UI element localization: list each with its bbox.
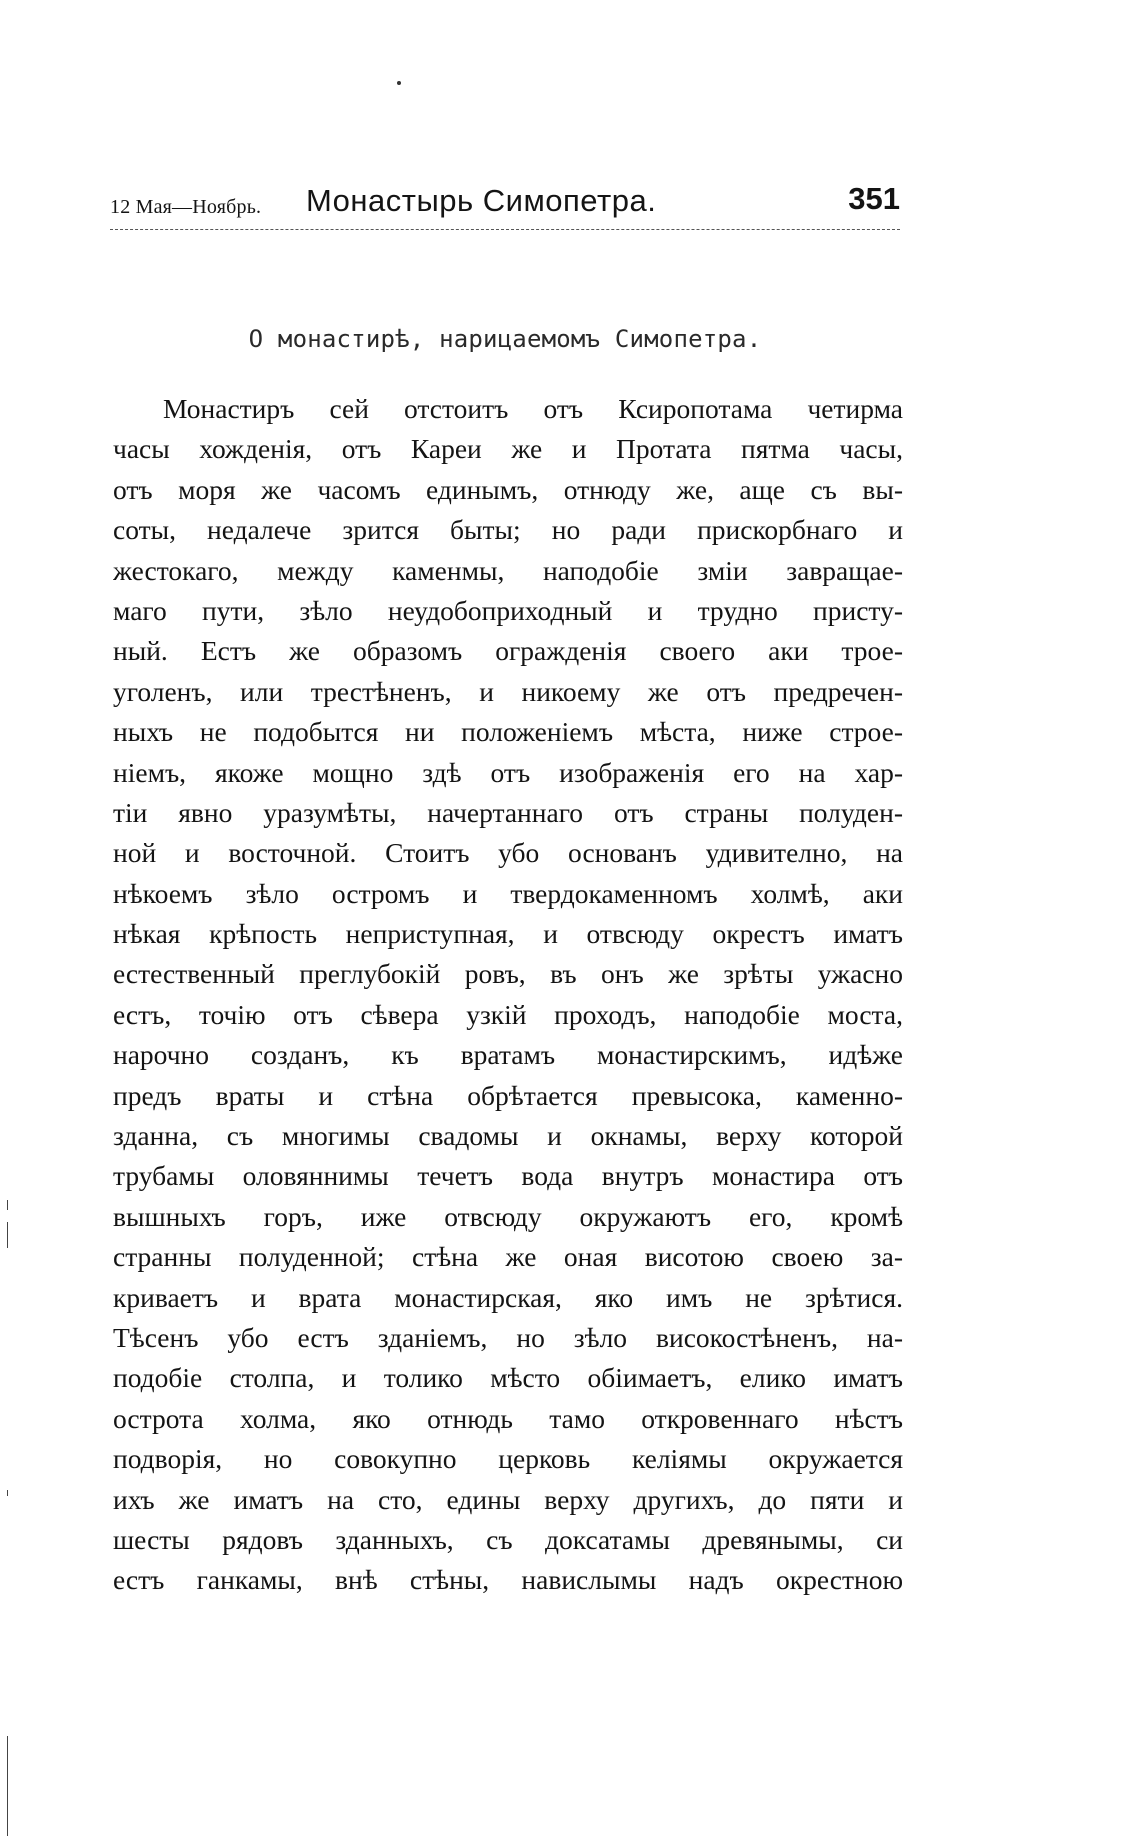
header-date-range: 12 Мая—Ноябрь. [110, 196, 262, 218]
text-line: криваетъ и врата монастирская, яко имъ не зрѣтися. [113, 1281, 903, 1313]
text-line: подобіе столпа, и толико мѣсто обіимаетъ, елико иматъ [113, 1362, 903, 1394]
text-line: Тѣсенъ убо естъ зданіемъ, но зѣло високостѣненъ, на- [113, 1321, 903, 1353]
text-line: тіи явно уразумѣты, начертаннаго отъ страны полуден- [113, 796, 903, 828]
text-line: ной и восточной. Стоитъ убо основанъ удивително, на [113, 837, 903, 869]
body-text [113, 389, 903, 1601]
scan-margin-mark [7, 1200, 8, 1210]
header-title: Монастырь Симопетра. [306, 183, 657, 218]
scan-margin-mark [7, 1736, 8, 1836]
text-line: зданна, съ многимы свадомы и окнамы, верху которой [113, 1120, 903, 1152]
text-line: ный. Естъ же образомъ огражденія своего аки трое- [113, 635, 903, 667]
text-line: естественный преглубокій ровъ, въ онъ же зрѣты ужасно [113, 958, 903, 990]
text-line: маго пути, зѣло неудобоприходный и трудно присту- [113, 594, 903, 626]
text-line: ихъ же иматъ на сто, едины верху другихъ, до пяти и [113, 1483, 903, 1515]
running-head [110, 183, 900, 227]
scan-margin-mark [7, 1490, 8, 1496]
text-line: предъ враты и стѣна обрѣтается превысока, каменно- [113, 1079, 903, 1111]
ink-speck [397, 81, 401, 85]
text-line: вышныхъ горъ, иже отвсюду окружаютъ его, кромѣ [113, 1200, 903, 1232]
text-line: странны полуденной; стѣна же оная висотою своею за- [113, 1241, 903, 1273]
text-line: часы хожденія, отъ Кареи же и Протата пятма часы, [113, 433, 903, 465]
text-line: трубамы оловяннимы течетъ вода внутръ монастира отъ [113, 1160, 903, 1192]
header-rule [110, 229, 900, 232]
text-line: естъ ганкамы, внѣ стѣны, навислымы надъ окрестною [113, 1564, 903, 1596]
text-line: нѣкоемъ зѣло остромъ и твердокаменномъ холмѣ, аки [113, 877, 903, 909]
text-line: острота холма, яко отнюдь тамо откровеннаго нѣстъ [113, 1402, 903, 1434]
scan-margin-mark [7, 1222, 8, 1248]
text-line: отъ моря же часомъ единымъ, отнюду же, аще съ вы- [113, 473, 903, 505]
text-line: ныхъ не подобытся ни положеніемъ мѣста, ниже строе- [113, 716, 903, 748]
text-line: соты, недалече зрится быты; но ради прискорбнаго и [113, 514, 903, 546]
text-line: ніемъ, якоже мощно здѣ отъ изображенія его на хар- [113, 756, 903, 788]
text-line: нарочно созданъ, къ вратамъ монастирскимъ, идѣже [113, 1039, 903, 1071]
text-line: нѣкая крѣпость неприступная, и отвсюду окрестъ иматъ [113, 918, 903, 950]
text-line: Монастиръ сей отстоитъ отъ Ксиропотама четирма [163, 393, 903, 424]
text-line: шесты рядовъ зданныхъ, съ доксатамы древянымы, си [113, 1523, 903, 1555]
page-number: 351 [848, 181, 900, 216]
text-line: подворія, но совокупно церковь келіямы окружается [113, 1443, 903, 1475]
text-line: естъ, точію отъ сѣвера узкій проходъ, наподобіе моста, [113, 998, 903, 1030]
text-line: жестокаго, между каменмы, наподобіе зміи завращае- [113, 554, 903, 586]
text-line: уголенъ, или трестѣненъ, и никоему же отъ предречен- [113, 675, 903, 707]
section-heading: О монастирѣ, нарицаемомъ Симопетра. [248, 325, 762, 353]
